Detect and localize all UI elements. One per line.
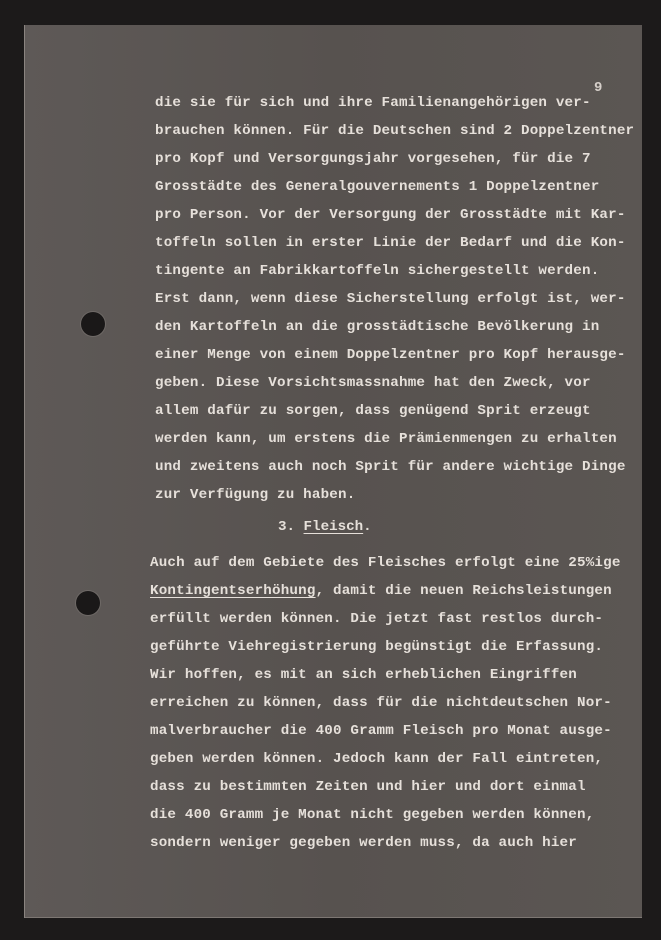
text-line: Wir hoffen, es mit an sich erheblichen Eingriffen — [150, 667, 577, 683]
text-line: erfüllt werden können. Die jetzt fast restlos durch- — [150, 611, 604, 627]
text-line: die sie für sich und ihre Familienangehörigen ver- — [155, 95, 591, 111]
text-line: zur Verfügung zu haben. — [155, 487, 356, 503]
text-line: die 400 Gramm je Monat nicht gegeben werden können, — [150, 807, 595, 823]
section-number: 3. — [278, 519, 304, 535]
text-line: Erst dann, wenn diese Sicherstellung erfolgt ist, wer- — [155, 291, 626, 307]
text-line: brauchen können. Für die Deutschen sind 2 Doppelzentner — [155, 123, 635, 139]
text-line: den Kartoffeln an die grosstädtische Bevölkerung in — [155, 319, 600, 335]
underlined-term: Kontingentserhöhung — [150, 583, 316, 599]
text-line: geführte Viehregistrierung begünstigt die Erfassung. — [150, 639, 604, 655]
text-line: Auch auf dem Gebiete des Fleisches erfolgt eine 25%ige — [150, 555, 621, 571]
text-line: Grosstädte des Generalgouvernements 1 Doppelzentner — [155, 179, 600, 195]
text-line: werden kann, um erstens die Prämienmengen zu erhalten — [155, 431, 617, 447]
document-page — [24, 25, 642, 918]
text-line: dass zu bestimmten Zeiten und hier und dort einmal — [150, 779, 586, 795]
text-line: pro Person. Vor der Versorgung der Grosstädte mit Kar- — [155, 207, 626, 223]
text-line: und zweitens auch noch Sprit für andere wichtige Dinge — [155, 459, 626, 475]
text-line: pro Kopf und Versorgungsjahr vorgesehen, für die 7 — [155, 151, 591, 167]
text-line: erreichen zu können, dass für die nichtdeutschen Nor- — [150, 695, 612, 711]
text-line: allem dafür zu sorgen, dass genügend Sprit erzeugt — [155, 403, 591, 419]
punch-hole-bottom — [76, 591, 100, 615]
page-number: 9 — [594, 80, 603, 96]
text-fragment: , damit die neuen Reichsleistungen — [315, 583, 612, 599]
section-heading — [278, 519, 372, 535]
section-suffix: . — [363, 519, 372, 535]
text-line: geben. Diese Vorsichtsmassnahme hat den Zweck, vor — [155, 375, 591, 391]
text-line: malverbraucher die 400 Gramm Fleisch pro Monat ausge- — [150, 723, 612, 739]
text-line: geben werden können. Jedoch kann der Fall eintreten, — [150, 751, 604, 767]
text-line: sondern weniger gegeben werden muss, da auch hier — [150, 835, 577, 851]
text-line: toffeln sollen in erster Linie der Bedarf und die Kon- — [155, 235, 626, 251]
text-line: tingente an Fabrikkartoffeln sichergestellt werden. — [155, 263, 600, 279]
section-title: Fleisch — [303, 519, 364, 535]
text-line: einer Menge von einem Doppelzentner pro Kopf herausge- — [155, 347, 626, 363]
text-line — [150, 583, 612, 599]
punch-hole-top — [81, 312, 105, 336]
